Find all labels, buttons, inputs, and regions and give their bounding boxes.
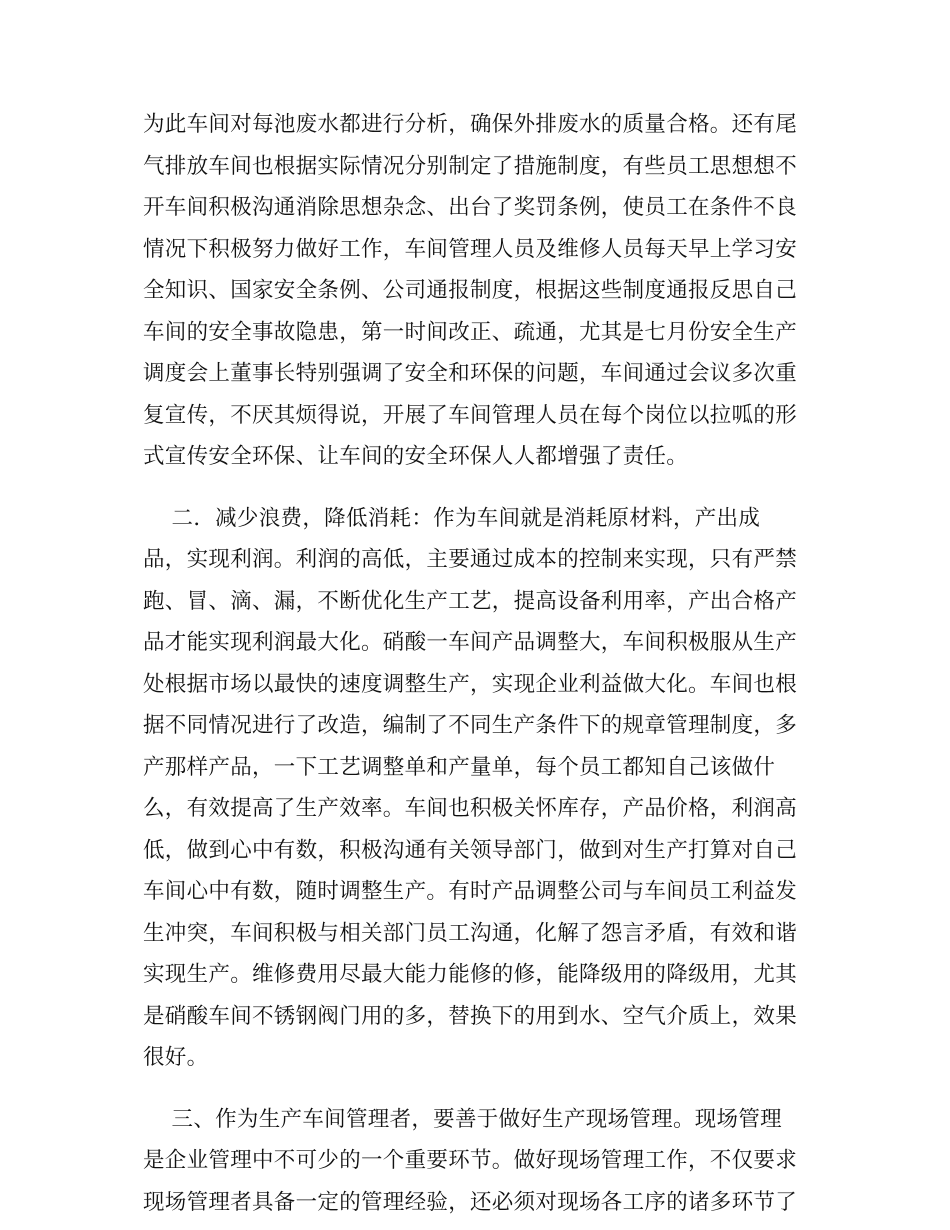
- text-line: 么，有效提高了生产效率。车间也积极关怀库存，产品价格，利润高: [143, 796, 798, 821]
- text-line: 据不同情况进行了改造，编制了不同生产条件下的规章管理制度，多: [143, 713, 798, 738]
- document-page: [143, 104, 798, 1223]
- text-line: 处根据市场以最快的速度调整生产，实现企业利益做大化。车间也根: [143, 671, 798, 697]
- text-line: 情况下积极努力做好工作，车间管理人员及维修人员每天早上学习安: [143, 236, 798, 262]
- paragraph-1: [143, 104, 798, 478]
- paragraph-spacer: [143, 478, 798, 498]
- text-line: 跑、冒、滴、漏，不断优化生产工艺，提高设备利用率，产出合格产: [143, 588, 798, 614]
- text-line: 品，实现利润。利润的高低，主要通过成本的控制来实现，只有严禁: [143, 547, 798, 572]
- paragraph-3: [143, 1099, 798, 1224]
- text-line: 低，做到心中有数，积极沟通有关领导部门，做到对生产打算对自己: [143, 837, 798, 863]
- text-line: 全知识、国家安全条例、公司通报制度，根据这些制度通报反思自己: [143, 278, 798, 303]
- text-line: 三、作为生产车间管理者，要善于做好生产现场管理。现场管理: [143, 1106, 782, 1132]
- text-line: 式宣传安全环保、让车间的安全环保人人都增强了责任。: [143, 444, 689, 469]
- text-line: 是企业管理中不可少的一个重要环节。做好现场管理工作，不仅要求: [143, 1148, 798, 1173]
- text-line: 现场管理者具备一定的管理经验，还必须对现场各工序的诸多环节了: [143, 1189, 798, 1215]
- text-line: 车间的安全事故隐患，第一时间改正、疏通，尤其是七月份安全生产: [143, 319, 798, 345]
- text-line: 二．减少浪费，降低消耗：作为车间就是消耗原材料，产出成: [143, 505, 761, 531]
- text-line: 是硝酸车间不锈钢阀门用的多，替换下的用到水、空气介质上，效果: [143, 1003, 798, 1029]
- text-line: 开车间积极沟通消除思想杂念、出台了奖罚条例，使员工在条件不良: [143, 195, 798, 220]
- paragraph-spacer: [143, 1079, 798, 1099]
- text-line: 实现生产。维修费用尽最大能力能修的修，能降级用的降级用，尤其: [143, 962, 798, 987]
- paragraph-2: [143, 498, 798, 1079]
- text-line: 为此车间对每池废水都进行分析，确保外排废水的质量合格。还有尾: [143, 112, 798, 137]
- text-line: 品才能实现利润最大化。硝酸一车间产品调整大，车间积极服从生产: [143, 630, 798, 655]
- text-line: 车间心中有数，随时调整生产。有时产品调整公司与车间员工利益发: [143, 879, 798, 904]
- text-line: 气排放车间也根据实际情况分别制定了措施制度，有些员工思想想不: [143, 153, 798, 179]
- text-line: 生冲突，车间积极与相关部门员工沟通，化解了怨言矛盾，有效和谐: [143, 920, 798, 946]
- text-line: 很好。: [143, 1045, 209, 1070]
- text-line: 调度会上董事长特别强调了安全和环保的问题，车间通过会议多次重: [143, 361, 798, 386]
- text-line: 复宣传，不厌其烦得说，开展了车间管理人员在每个岗位以拉呱的形: [143, 402, 798, 428]
- text-line: 产那样产品，一下工艺调整单和产量单，每个员工都知自己该做什: [143, 754, 776, 780]
